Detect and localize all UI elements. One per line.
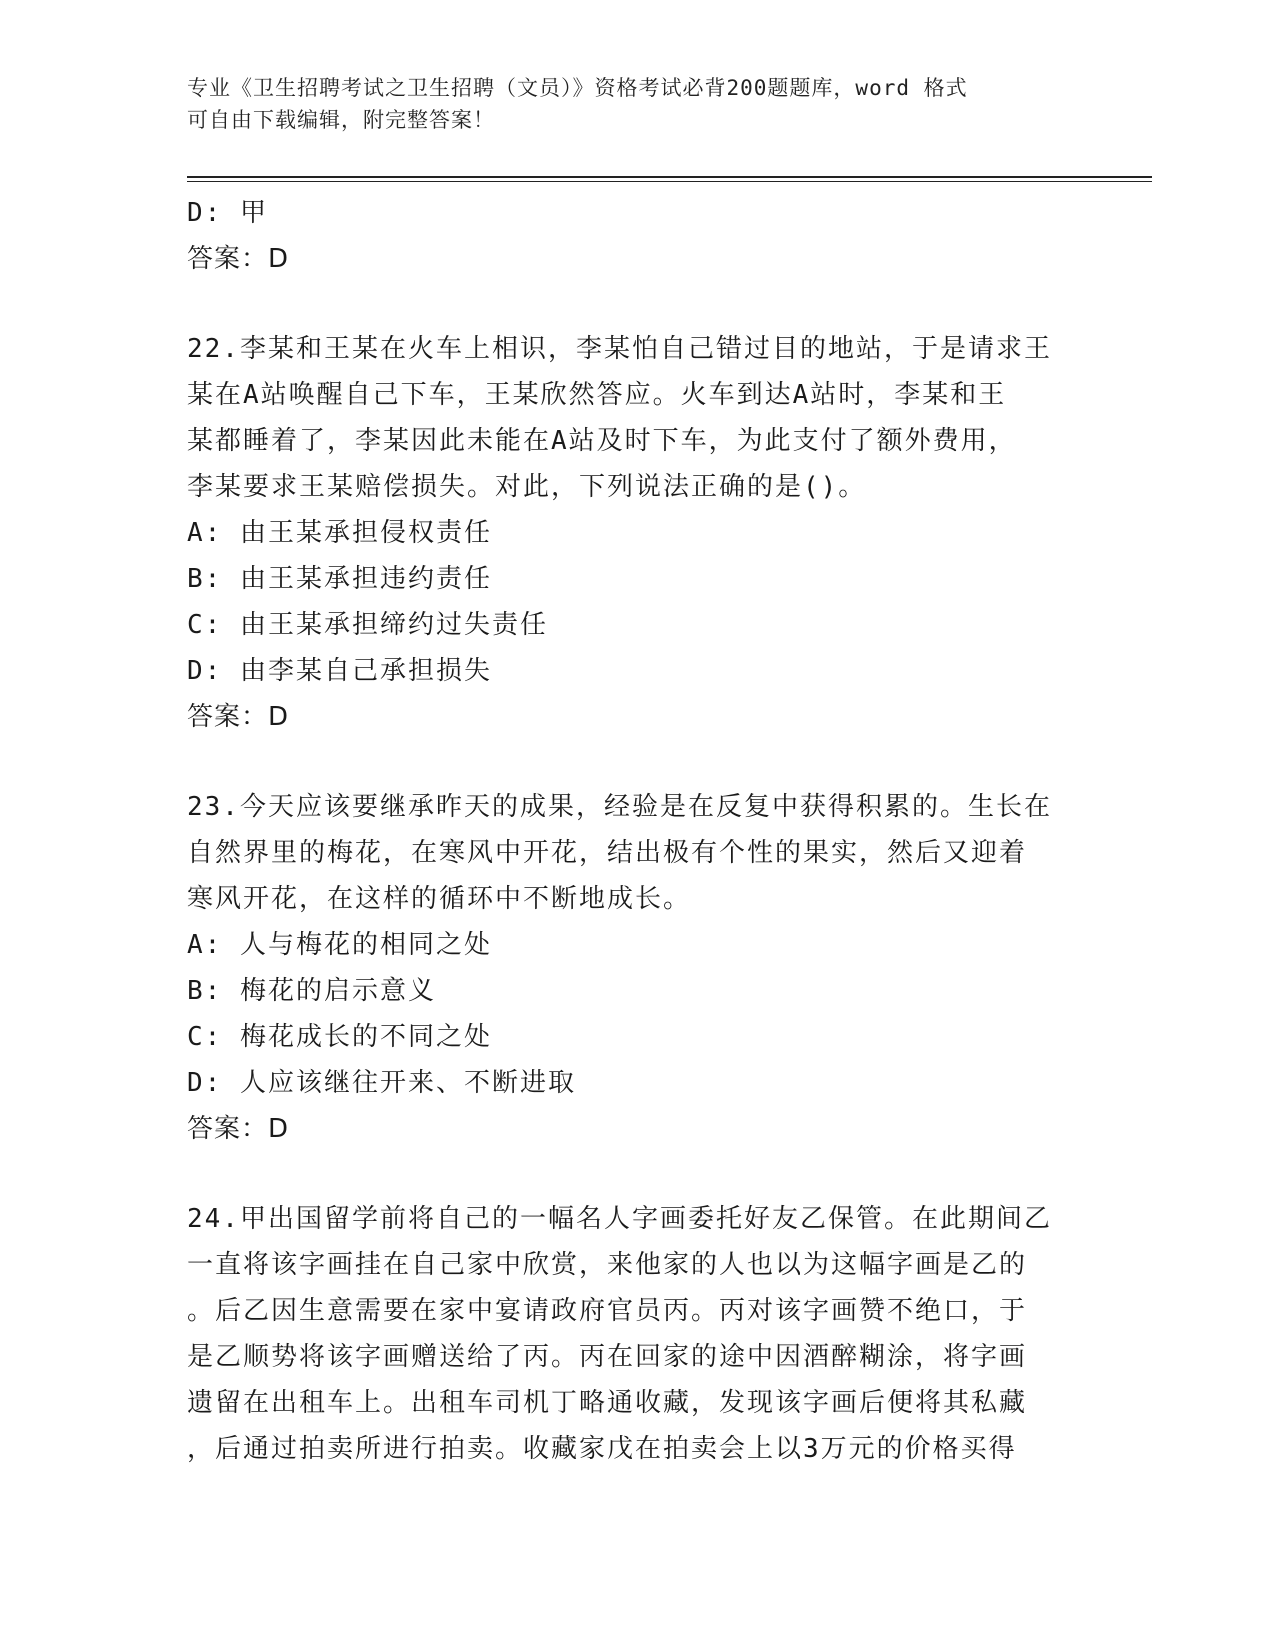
option-b: B: 梅花的启示意义 <box>187 976 436 1006</box>
question-23 <box>187 784 1087 1152</box>
header-divider-thick <box>187 176 1152 178</box>
question-line: 23.今天应该要继承昨天的成果，经验是在反复中获得积累的。生长在 <box>187 792 1052 822</box>
header-divider-thin <box>187 181 1152 182</box>
question-line: 。后乙因生意需要在家中宴请政府官员丙。丙对该字画赞不绝口，于 <box>187 1296 1028 1326</box>
question-24 <box>187 1196 1087 1472</box>
option-b: B: 由王某承担违约责任 <box>187 564 492 594</box>
header-line-2: 可自由下载编辑，附完整答案！ <box>187 108 495 132</box>
question-line: 寒风开花，在这样的循环中不断地成长。 <box>187 884 692 914</box>
option-d: D: 甲 <box>187 198 268 228</box>
question-text <box>187 784 1087 922</box>
option-d: D: 由李某自己承担损失 <box>187 656 492 686</box>
answer-line: 答案：D <box>187 244 290 274</box>
question-text <box>187 326 1087 510</box>
option-c: C: 由王某承担缔约过失责任 <box>187 610 548 640</box>
question-22 <box>187 326 1087 740</box>
question-line: 一直将该字画挂在自己家中欣赏，来他家的人也以为这幅字画是乙的 <box>187 1250 1028 1280</box>
question-line: 李某要求王某赔偿损失。对此，下列说法正确的是()。 <box>187 472 867 502</box>
question-line: 24.甲出国留学前将自己的一幅名人字画委托好友乙保管。在此期间乙 <box>187 1204 1052 1234</box>
option-a: A: 由王某承担侵权责任 <box>187 518 492 548</box>
question-line: ，后通过拍卖所进行拍卖。收藏家戊在拍卖会上以3万元的价格买得 <box>187 1434 1017 1464</box>
option-d: D: 人应该继往开来、不断进取 <box>187 1068 576 1098</box>
question-line: 是乙顺势将该字画赠送给了丙。丙在回家的途中因酒醉糊涂，将字画 <box>187 1342 1028 1372</box>
document-body <box>187 190 1087 1472</box>
question-line: 自然界里的梅花，在寒风中开花，结出极有个性的果实，然后又迎着 <box>187 838 1028 868</box>
answer-line: 答案：D <box>187 702 290 732</box>
question-line: 22.李某和王某在火车上相识，李某怕自己错过目的地站，于是请求王 <box>187 334 1052 364</box>
page-header <box>187 72 1067 136</box>
question-text <box>187 1196 1087 1472</box>
option-c: C: 梅花成长的不同之处 <box>187 1022 492 1052</box>
question-line: 遗留在出租车上。出租车司机丁略通收藏，发现该字画后便将其私藏 <box>187 1388 1028 1418</box>
previous-question-tail <box>187 190 1087 282</box>
header-line-1: 专业《卫生招聘考试之卫生招聘（文员）》资格考试必背200题题库，word 格式 <box>187 76 968 100</box>
option-a: A: 人与梅花的相同之处 <box>187 930 492 960</box>
question-line: 某都睡着了，李某因此未能在A站及时下车，为此支付了额外费用， <box>187 426 1017 456</box>
answer-line: 答案：D <box>187 1114 290 1144</box>
question-line: 某在A站唤醒自己下车，王某欣然答应。火车到达A站时，李某和王 <box>187 380 1007 410</box>
